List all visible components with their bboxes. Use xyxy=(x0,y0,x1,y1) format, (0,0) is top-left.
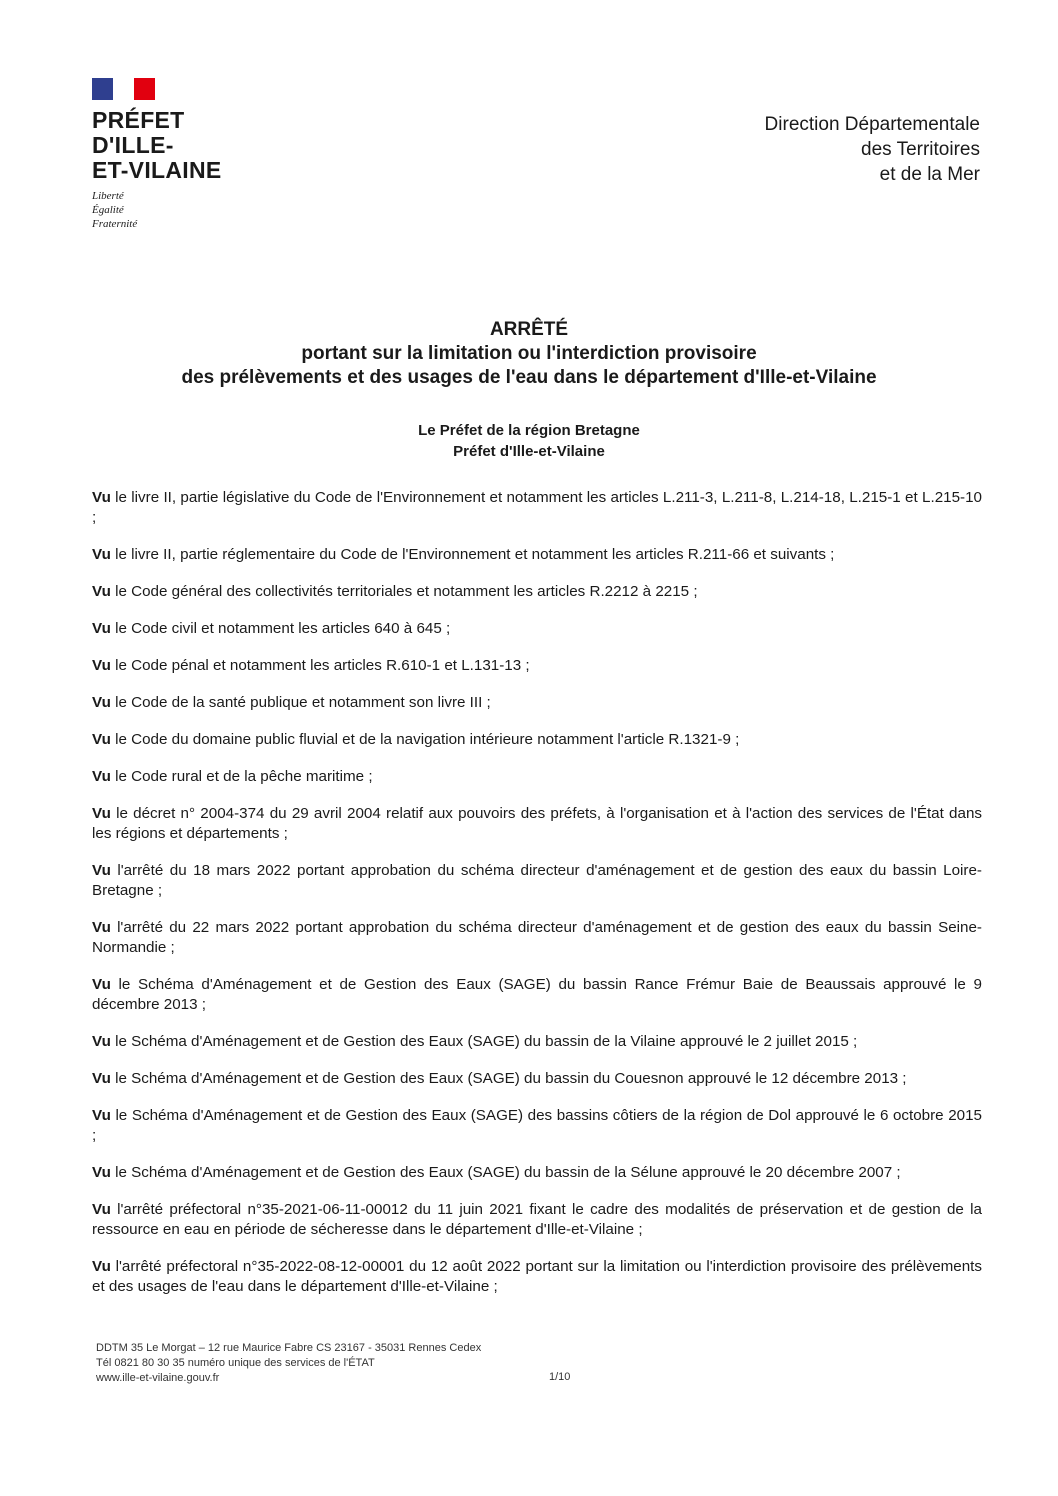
footer-phone: Tél 0821 80 30 35 numéro unique des services de l'ÉTAT xyxy=(96,1357,375,1369)
vu-keyword: Vu xyxy=(92,862,111,879)
department-line: Direction Départementale xyxy=(764,114,980,135)
considerant-item xyxy=(92,1163,982,1183)
considerant-text: l'arrêté du 22 mars 2022 portant approbation du schéma directeur d'aménagement et de gestion des eaux du bassin Seine-Normandie ; xyxy=(92,919,982,956)
document-title xyxy=(70,318,988,390)
considerant-text: le Code civil et notamment les articles 640 à 645 ; xyxy=(115,620,451,637)
vu-keyword: Vu xyxy=(92,1201,111,1218)
title-line: portant sur la limitation ou l'interdiction provisoire xyxy=(301,343,757,364)
prefecture-name-line: PRÉFET xyxy=(92,107,185,133)
considerant-text: le Code pénal et notamment les articles R.610-1 et L.131-13 ; xyxy=(115,657,530,674)
considerant-text: le Schéma d'Aménagement et de Gestion des Eaux (SAGE) du bassin de la Vilaine approuvé le 2 juillet 2015 ; xyxy=(115,1033,858,1050)
considerant-item xyxy=(92,693,982,713)
considerant-item xyxy=(92,656,982,676)
department-line: et de la Mer xyxy=(879,164,980,185)
considerant-text: le livre II, partie législative du Code de l'Environnement et notamment les articles L.211-3, L.211-8, L.214-18, L.215-1 et L.215-10 ; xyxy=(92,489,982,526)
page-number: 1/10 xyxy=(549,1371,571,1383)
vu-keyword: Vu xyxy=(92,805,111,822)
vu-keyword: Vu xyxy=(92,731,111,748)
vu-keyword: Vu xyxy=(92,546,111,563)
vu-keyword: Vu xyxy=(92,919,111,936)
considerant-item xyxy=(92,730,982,750)
considerant-item xyxy=(92,582,982,602)
considerant-item xyxy=(92,804,982,844)
considerant-text: le Schéma d'Aménagement et de Gestion des Eaux (SAGE) des bassins côtiers de la région de Dol approuvé le 6 octobre 2015 ; xyxy=(92,1107,982,1144)
authority-line: Préfet d'Ille-et-Vilaine xyxy=(453,443,605,460)
considerant-text: le Schéma d'Aménagement et de Gestion des Eaux (SAGE) du bassin du Couesnon approuvé le 12 décembre 2013 ; xyxy=(115,1070,907,1087)
considerant-item xyxy=(92,918,982,958)
department-line: des Territoires xyxy=(861,139,980,160)
considerant-item xyxy=(92,1257,982,1297)
vu-keyword: Vu xyxy=(92,1033,111,1050)
considerant-item xyxy=(92,975,982,1015)
footer-website: www.ille-et-vilaine.gouv.fr xyxy=(96,1372,220,1384)
title-line: des prélèvements et des usages de l'eau dans le département d'Ille-et-Vilaine xyxy=(181,367,877,388)
considerant-item xyxy=(92,1200,982,1240)
considerant-text: l'arrêté du 18 mars 2022 portant approbation du schéma directeur d'aménagement et de gestion des eaux du bassin Loire-Bretagne ; xyxy=(92,862,982,899)
republic-motto xyxy=(92,189,222,231)
considerant-item xyxy=(92,619,982,639)
authority-line: Le Préfet de la région Bretagne xyxy=(418,422,640,439)
vu-keyword: Vu xyxy=(92,768,111,785)
considerant-item xyxy=(92,1032,982,1052)
prefecture-name-line: ET-VILAINE xyxy=(92,157,222,183)
vu-keyword: Vu xyxy=(92,976,111,993)
considerant-text: le Code rural et de la pêche maritime ; xyxy=(115,768,373,785)
considerant-item xyxy=(92,1106,982,1146)
considerant-item xyxy=(92,861,982,901)
considerant-text: le Schéma d'Aménagement et de Gestion des Eaux (SAGE) du bassin de la Sélune approuvé le 20 décembre 2007 ; xyxy=(115,1164,901,1181)
vu-keyword: Vu xyxy=(92,1258,111,1275)
considerant-text: l'arrêté préfectoral n°35-2022-08-12-00001 du 12 août 2022 portant sur la limitation ou l'interdiction provisoire des prélèvements et des usages de l'eau dans le département d'Ille-et-Vilaine ; xyxy=(92,1258,982,1295)
issuing-authority xyxy=(70,420,988,462)
vu-keyword: Vu xyxy=(92,694,111,711)
title-line: ARRÊTÉ xyxy=(489,319,569,340)
french-flag-icon xyxy=(92,78,155,100)
considerant-text: l'arrêté préfectoral n°35-2021-06-11-00012 du 11 juin 2021 fixant le cadre des modalités de préservation et de gestion de la ressource en eau en période de sécheresse dans le département d'Ille-et-Vilaine ; xyxy=(92,1201,982,1238)
considerant-text: le décret n° 2004-374 du 29 avril 2004 relatif aux pouvoirs des préfets, à l'organisation et à l'action des services de l'État dans les régions et départements ; xyxy=(92,805,982,842)
prefecture-logo xyxy=(92,78,222,231)
considerant-text: le Code de la santé publique et notamment son livre III ; xyxy=(115,694,491,711)
prefecture-name-line: D'ILLE- xyxy=(92,132,174,158)
considerant-text: le Code général des collectivités territoriales et notamment les articles R.2212 à 2215 ; xyxy=(115,583,698,600)
vu-keyword: Vu xyxy=(92,1164,111,1181)
prefecture-name xyxy=(92,108,222,183)
motto-line: Fraternité xyxy=(92,218,138,230)
footer-address: DDTM 35 Le Morgat – 12 rue Maurice Fabre CS 23167 - 35031 Rennes Cedex xyxy=(96,1342,482,1354)
considerant-item xyxy=(92,767,982,787)
considerant-item xyxy=(92,1069,982,1089)
motto-line: Égalité xyxy=(92,204,124,216)
considerant-item xyxy=(92,545,982,565)
vu-keyword: Vu xyxy=(92,620,111,637)
vu-keyword: Vu xyxy=(92,489,111,506)
vu-keyword: Vu xyxy=(92,1070,111,1087)
considerant-text: le livre II, partie réglementaire du Code de l'Environnement et notamment les articles R.211-66 et suivants ; xyxy=(115,546,835,563)
vu-keyword: Vu xyxy=(92,1107,111,1124)
vu-keyword: Vu xyxy=(92,657,111,674)
issuing-department xyxy=(765,112,980,187)
considerant-text: le Schéma d'Aménagement et de Gestion des Eaux (SAGE) du bassin Rance Frémur Baie de Beaussais approuvé le 9 décembre 2013 ; xyxy=(92,976,982,1013)
considerants-list xyxy=(92,488,982,1314)
motto-line: Liberté xyxy=(92,190,124,202)
considerant-text: le Code du domaine public fluvial et de la navigation intérieure notamment l'article R.1321-9 ; xyxy=(115,731,740,748)
vu-keyword: Vu xyxy=(92,583,111,600)
considerant-item xyxy=(92,488,982,528)
page-footer xyxy=(96,1341,576,1386)
